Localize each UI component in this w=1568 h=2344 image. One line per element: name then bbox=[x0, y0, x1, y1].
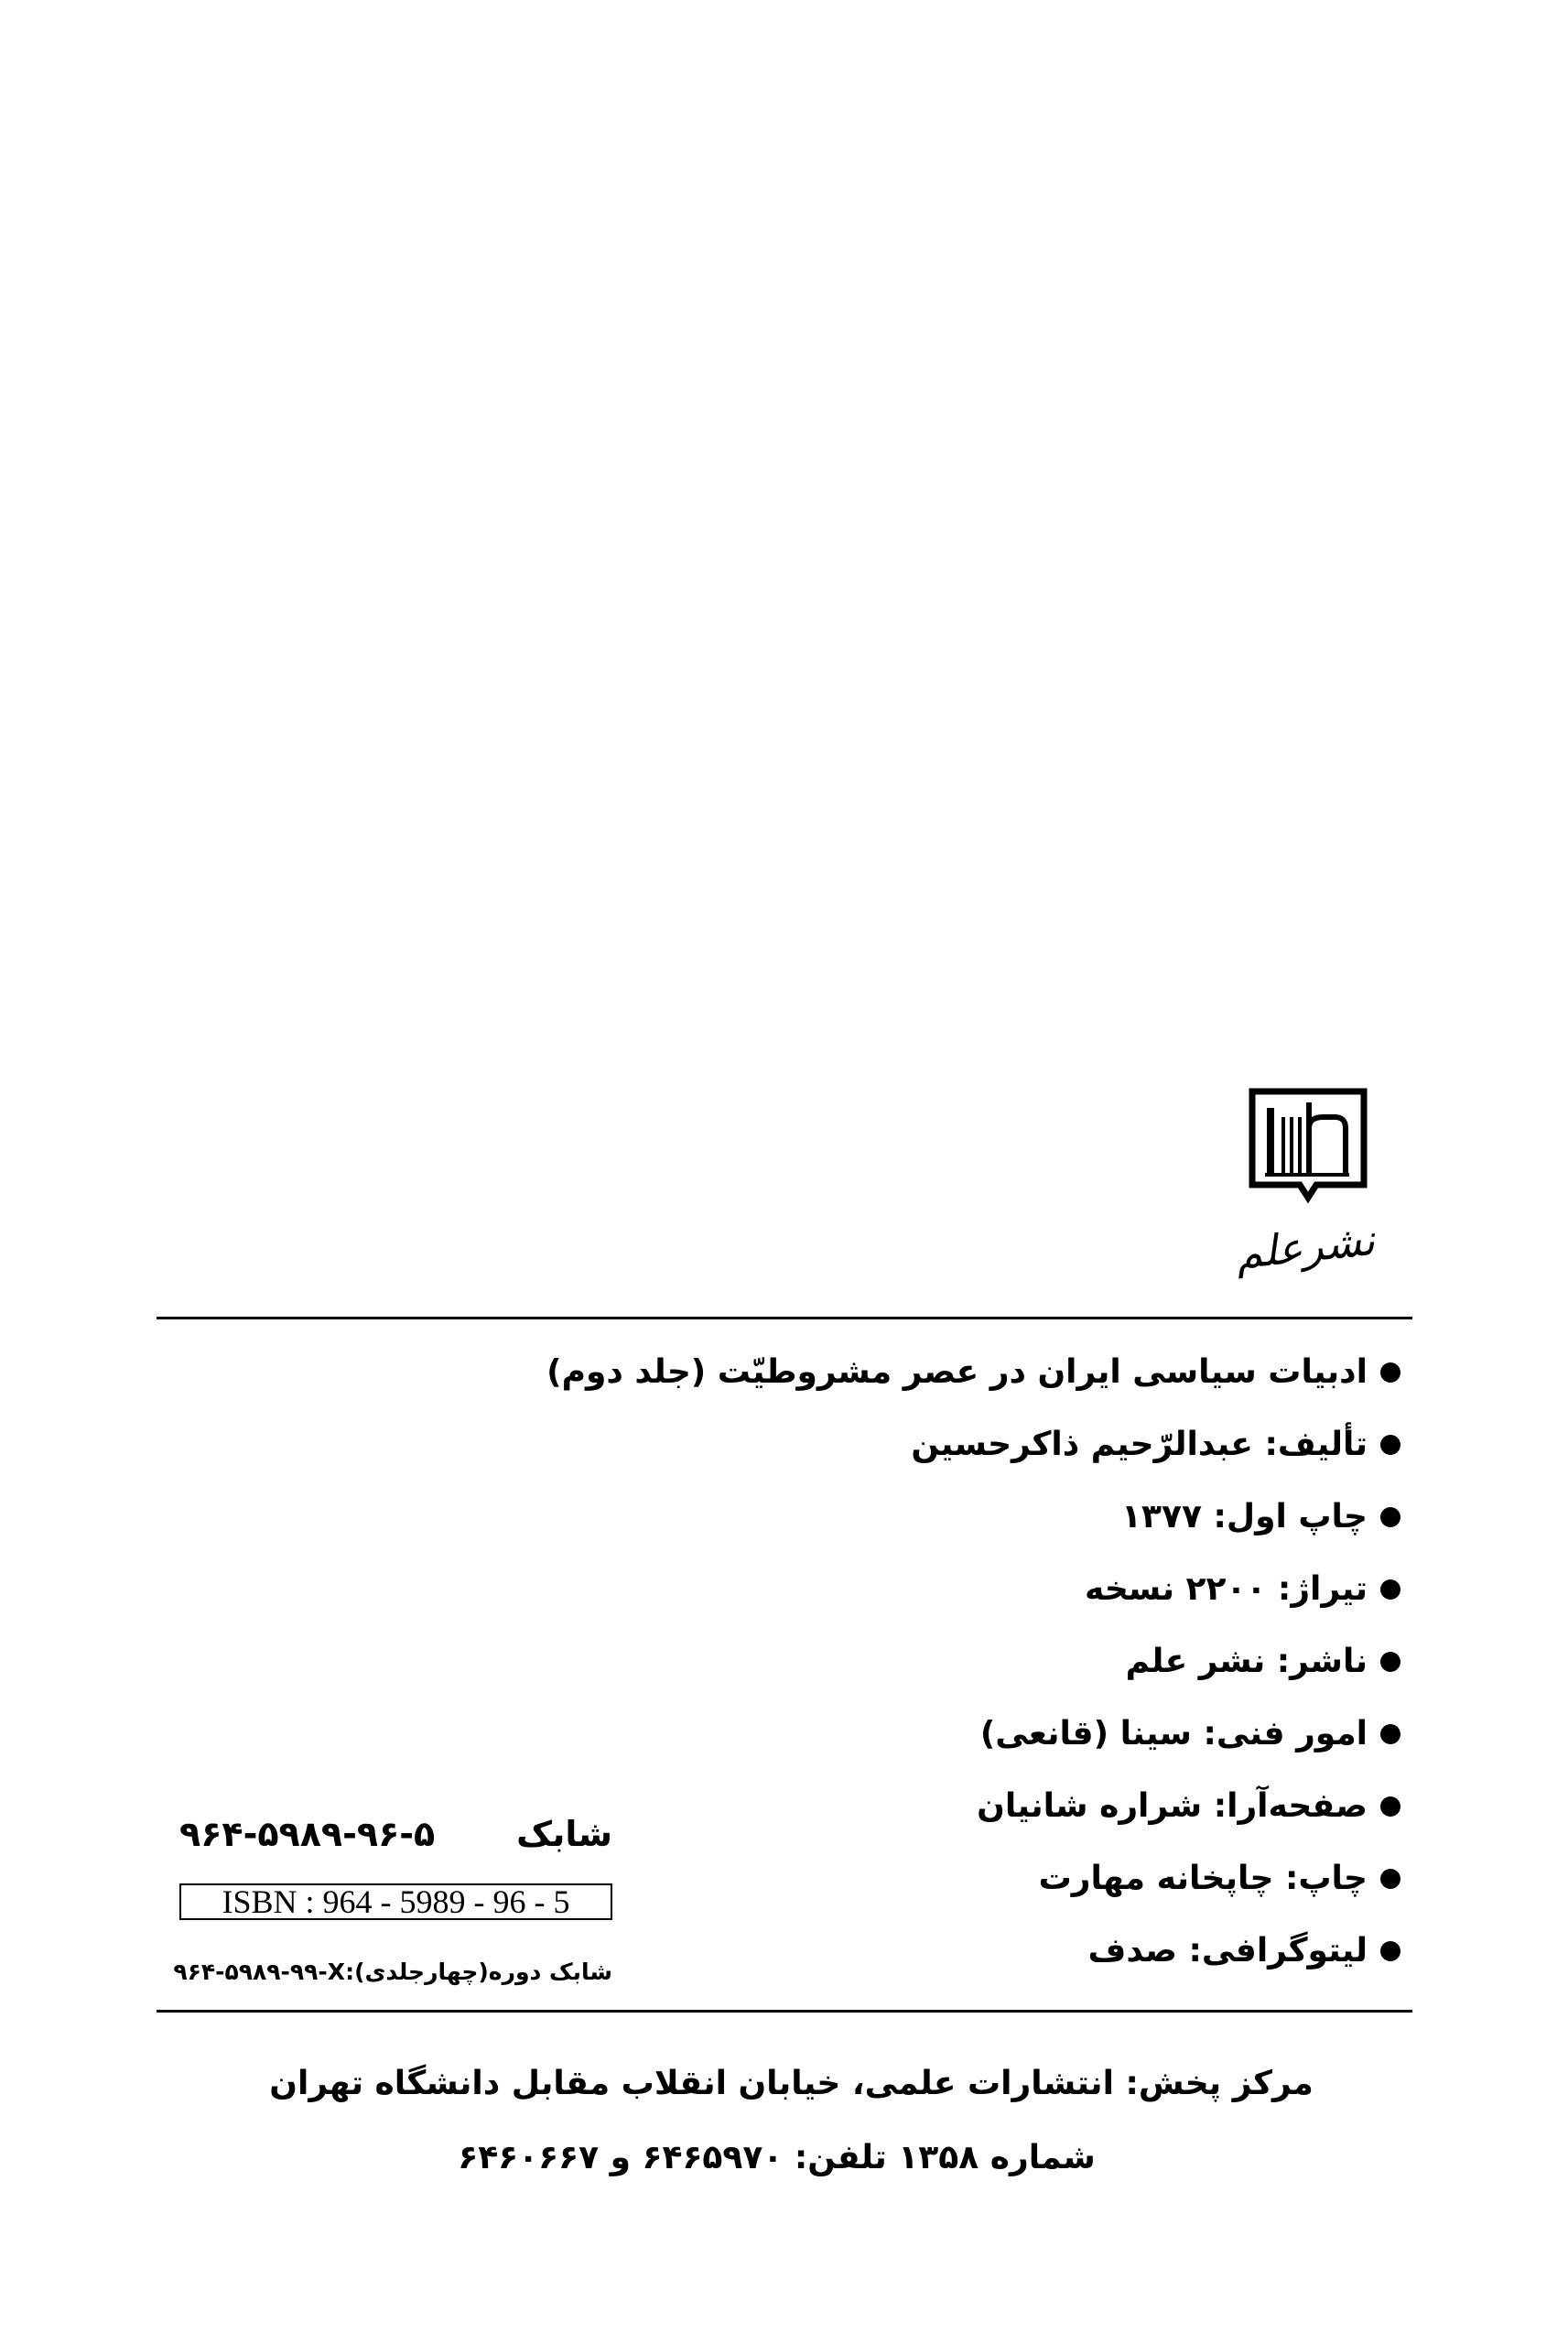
bullet-icon bbox=[1380, 1869, 1400, 1889]
distribution-address: مرکز پخش: انتشارات علمی، خیابان انقلاب مقابل دانشگاه تهران bbox=[269, 2065, 1314, 2102]
colophon-item-title bbox=[485, 1336, 1400, 1408]
logo-arch bbox=[1309, 1102, 1346, 1174]
bullet-icon bbox=[1380, 1724, 1400, 1744]
isbn-persian-number: ۹۶۴-۵۹۸۹-۹۶-۵ bbox=[179, 1814, 436, 1854]
colophon-item-edition bbox=[485, 1481, 1400, 1553]
bullet-icon bbox=[1380, 1579, 1400, 1600]
bullet-icon bbox=[1380, 1507, 1400, 1527]
colophon-item-lithography bbox=[485, 1915, 1400, 1987]
publisher-line: ناشر: نشر علم bbox=[1125, 1643, 1368, 1680]
isbn-set-label: شابک دوره(چهارجلدی): bbox=[345, 1959, 612, 1985]
bullet-icon bbox=[1380, 1362, 1400, 1383]
printer-line: چاپ: چاپخانه مهارت bbox=[1038, 1860, 1368, 1897]
bullet-icon bbox=[1380, 1796, 1400, 1817]
colophon-item-print-run bbox=[485, 1553, 1400, 1625]
technical-affairs-line: امور فنی: سینا (قانعی) bbox=[979, 1715, 1368, 1753]
distribution-phone: شماره ۱۳۵۸ تلفن: ۶۴۶۵۹۷۰ و ۶۴۶۰۶۶۷ bbox=[458, 2139, 1096, 2176]
colophon-item-technical bbox=[485, 1698, 1400, 1770]
isbn-set-number: ۹۶۴-۵۹۸۹-۹۹-X bbox=[173, 1959, 346, 1985]
isbn-set bbox=[156, 1958, 612, 1987]
book-title: ادبیات سیاسی ایران در عصر مشروطیّت (جلد دوم) bbox=[546, 1353, 1368, 1391]
bullet-icon bbox=[1380, 1941, 1400, 1961]
logo-thick-bar bbox=[1267, 1108, 1274, 1174]
colophon-item-printer bbox=[485, 1842, 1400, 1915]
publisher-logo bbox=[1245, 1086, 1373, 1207]
isbn-persian-label: شابک bbox=[516, 1814, 612, 1854]
book-logo-icon bbox=[1245, 1086, 1373, 1207]
colophon-item-author bbox=[485, 1408, 1400, 1481]
colophon-item-publisher bbox=[485, 1625, 1400, 1698]
author-line: تألیف: عبدالرّحیم ذاکرحسین bbox=[911, 1426, 1368, 1463]
colophon-list bbox=[485, 1336, 1400, 1987]
publisher-logo-calligraphy: نشرعلم bbox=[1233, 1214, 1378, 1279]
page-layout-line: صفحه‌آرا: شراره شانیان bbox=[977, 1787, 1368, 1825]
print-run-line: تیراژ: ۲۲۰۰ نسخه bbox=[1085, 1570, 1368, 1608]
top-divider bbox=[157, 1317, 1412, 1319]
colophon-item-layout bbox=[485, 1770, 1400, 1842]
bullet-icon bbox=[1380, 1435, 1400, 1455]
lithography-line: لیتوگرافی: صدف bbox=[1087, 1932, 1368, 1970]
isbn-latin-box: ISBN : 964 - 5989 - 96 - 5 bbox=[179, 1883, 612, 1920]
bullet-icon bbox=[1380, 1652, 1400, 1672]
bottom-divider bbox=[157, 2010, 1412, 2013]
isbn-persian bbox=[179, 1813, 612, 1855]
edition-line: چاپ اول: ۱۳۷۷ bbox=[1121, 1498, 1368, 1536]
